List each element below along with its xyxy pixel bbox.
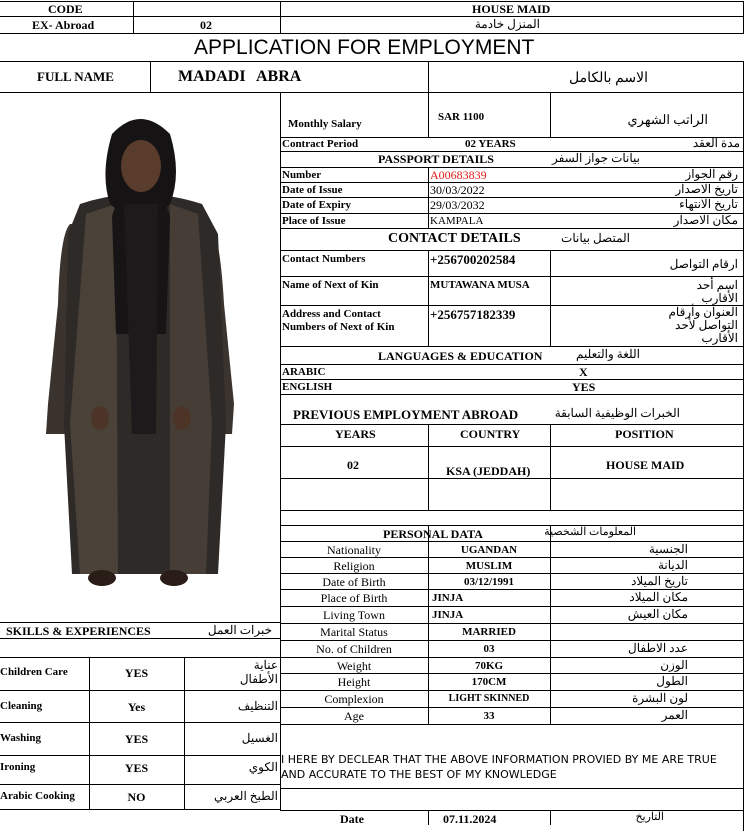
previous-employment-heading: PREVIOUS EMPLOYMENT ABROAD xyxy=(293,407,519,422)
rule xyxy=(280,346,744,347)
contact-numbers-label: Contact Numbers xyxy=(282,253,366,265)
personal-label: Date of Birth xyxy=(322,575,386,589)
personal-label: Height xyxy=(337,675,371,689)
skill-label: Arabic Cooking xyxy=(0,790,75,802)
contract-period-ar: مدة العقد xyxy=(692,136,740,150)
personal-value: 70KG xyxy=(474,660,504,672)
expiry-date-value: 29/03/2032 xyxy=(430,198,485,212)
rule xyxy=(0,755,280,756)
prev-country: KSA (JEDDAH) xyxy=(446,464,531,478)
personal-label: Marital Status xyxy=(320,625,388,639)
skill-value: YES xyxy=(124,666,149,680)
rule xyxy=(550,525,551,724)
rule xyxy=(280,510,744,511)
rule xyxy=(280,379,744,380)
skill-label-ar: عناية xyxy=(253,658,278,672)
prev-years: 02 xyxy=(347,458,359,472)
issue-date-ar: تاريخ الاصدار xyxy=(675,182,738,196)
rule xyxy=(280,623,744,624)
personal-value: LIGHT SKINNED xyxy=(448,693,530,704)
contact-numbers-value: +256700202584 xyxy=(430,252,516,267)
skill-label-ar: الغسيل xyxy=(241,731,278,745)
rule xyxy=(550,92,551,137)
rule xyxy=(280,788,744,789)
code-value: EX- Abroad xyxy=(32,18,95,32)
rule xyxy=(280,1,281,33)
rule xyxy=(280,364,744,365)
skill-label-ar: التنظيف xyxy=(237,699,278,713)
page-title: APPLICATION FOR EMPLOYMENT xyxy=(194,36,535,59)
rule xyxy=(280,810,744,811)
expiry-date-label: Date of Expiry xyxy=(282,199,352,211)
language-english-value: YES xyxy=(572,380,596,394)
rule xyxy=(0,809,280,810)
position-ar: المنزل خادمة xyxy=(474,17,540,31)
personal-label: No. of Children xyxy=(316,642,392,656)
skill-label: Washing xyxy=(0,732,41,744)
next-of-kin-value: MUTAWANA MUSA xyxy=(430,279,530,291)
personal-label-ar: لون البشرة xyxy=(632,691,688,705)
rule xyxy=(0,690,280,691)
rule xyxy=(0,638,280,639)
rule xyxy=(0,722,280,723)
skill-value: YES xyxy=(124,761,149,775)
kin-address-value: +256757182339 xyxy=(430,307,516,322)
code-number: 02 xyxy=(200,18,212,32)
position-en: HOUSE MAID xyxy=(472,2,551,16)
issue-date-value: 30/03/2022 xyxy=(430,183,485,197)
personal-label: Weight xyxy=(336,659,372,673)
contact-numbers-ar: ارقام التواصل xyxy=(669,257,738,271)
passport-number-label: Number xyxy=(282,169,322,181)
skill-label: Cleaning xyxy=(0,700,43,712)
rule xyxy=(280,151,744,152)
contact-heading: CONTACT DETAILS xyxy=(388,231,521,246)
rule xyxy=(184,657,185,809)
rule xyxy=(150,61,151,92)
rule xyxy=(280,228,744,229)
personal-value: UGANDAN xyxy=(460,544,518,556)
expiry-date-ar: تاريخ الانتهاء xyxy=(679,197,738,211)
language-arabic-value: X xyxy=(579,365,588,379)
issue-date-label: Date of Issue xyxy=(282,184,343,196)
contract-period-label: Contract Period xyxy=(282,138,359,150)
personal-value: JINJA xyxy=(432,609,464,621)
rule xyxy=(0,657,280,658)
personal-label: Living Town xyxy=(323,608,385,622)
applicant-photo xyxy=(20,104,262,590)
rule xyxy=(550,250,551,346)
languages-heading: LANGUAGES & EDUCATION xyxy=(378,349,543,363)
next-of-kin-ar-1: اسم أحد xyxy=(696,278,738,292)
personal-label-ar: العمر xyxy=(661,708,688,722)
col-years: YEARS xyxy=(335,427,376,441)
personal-label-ar: مكان العيش xyxy=(627,607,688,621)
personal-value: 03/12/1991 xyxy=(463,576,515,588)
personal-label-ar: الديانة xyxy=(657,558,688,572)
salary-label-ar: الراتب الشهري xyxy=(627,112,708,127)
rule xyxy=(280,478,744,479)
full-name-label-ar: الاسم بالكامل xyxy=(569,71,648,86)
code-label: CODE xyxy=(48,2,83,16)
rule xyxy=(280,424,744,425)
personal-label: Nationality xyxy=(327,543,381,557)
person-figure xyxy=(46,119,234,586)
date-label-ar: التاريخ xyxy=(635,811,664,823)
personal-heading: PERSONAL DATA xyxy=(383,527,483,541)
previous-employment-heading-ar: الخبرات الوظيفية السابقة xyxy=(554,406,680,420)
skills-heading-ar: خبرات العمل xyxy=(207,623,272,637)
personal-value: MARRIED xyxy=(462,626,516,638)
personal-label: Place of Birth xyxy=(320,591,388,605)
language-english-label: ENGLISH xyxy=(282,381,333,393)
personal-value: 03 xyxy=(483,643,495,655)
personal-value: 170CM xyxy=(471,676,507,688)
personal-label-ar: مكان الميلاد xyxy=(629,590,688,604)
kin-address-label-1: Address and Contact xyxy=(282,308,381,320)
personal-label-ar: تاريخ الميلاد xyxy=(631,574,688,588)
personal-label: Age xyxy=(344,709,364,723)
rule xyxy=(428,167,429,228)
passport-heading: PASSPORT DETAILS xyxy=(378,152,494,166)
last-name: ABRA xyxy=(256,68,302,85)
personal-heading-ar: المعلومات الشخصية xyxy=(544,526,636,538)
personal-value: JINJA xyxy=(432,592,464,604)
rule xyxy=(428,250,429,346)
rule xyxy=(0,61,744,62)
place-of-issue-value: KAMPALA xyxy=(430,215,484,227)
rule xyxy=(280,525,744,526)
rule xyxy=(280,724,744,725)
rule xyxy=(133,1,134,33)
salary-label: Monthly Salary xyxy=(288,118,362,130)
skill-label: Children Care xyxy=(0,666,68,678)
rule xyxy=(428,424,429,510)
next-of-kin-ar-2: الأقارب xyxy=(701,291,738,305)
rule xyxy=(0,1,744,2)
rule xyxy=(0,784,280,785)
declaration-text: I HERE BY DECLEAR THAT THE ABOVE INFORMATION PROVIED BY ME ARE TRUE AND ACCURATE TO THE BEST OF MY KNOWLEDGE xyxy=(281,753,717,781)
col-country: COUNTRY xyxy=(460,427,521,441)
next-of-kin-label: Name of Next of Kin xyxy=(282,279,379,291)
date-value: 07.11.2024 xyxy=(443,812,497,826)
rule xyxy=(0,16,744,17)
skill-value: Yes xyxy=(127,700,146,714)
personal-value: 33 xyxy=(483,710,495,722)
contact-heading-ar: المتصل بيانات xyxy=(561,231,630,245)
contract-period-value: 02 YEARS xyxy=(465,138,516,150)
rule xyxy=(428,61,429,137)
place-of-issue-ar: مكان الاصدار xyxy=(673,213,738,227)
languages-heading-ar: اللغة والتعليم xyxy=(576,347,640,361)
skill-label-ar: الطبخ العربي xyxy=(214,789,278,803)
date-label: Date xyxy=(340,812,364,826)
rule xyxy=(0,92,428,93)
rule xyxy=(550,810,551,825)
full-name-label: FULL NAME xyxy=(37,69,114,84)
rule xyxy=(0,33,744,34)
personal-label-ar: الوزن xyxy=(660,658,688,672)
language-arabic-label: ARABIC xyxy=(282,366,326,378)
personal-label-ar: الجنسية xyxy=(648,542,688,556)
passport-number-ar: رقم الجواز xyxy=(685,167,738,181)
kin-address-label-2: Numbers of Next of Kin xyxy=(282,321,395,333)
rule xyxy=(550,424,551,510)
col-position: POSITION xyxy=(615,427,674,441)
passport-heading-ar: بيانات جواز السفر xyxy=(551,151,640,165)
skill-label-ar: الكوي xyxy=(248,760,278,774)
personal-value: MUSLIM xyxy=(465,560,513,572)
kin-address-ar-2: التواصل لأحد xyxy=(675,318,738,332)
personal-label: Complexion xyxy=(324,692,384,706)
personal-label-ar: عدد الاطفال xyxy=(628,641,688,655)
skills-heading: SKILLS & EXPERIENCES xyxy=(6,624,151,638)
prev-position: HOUSE MAID xyxy=(606,458,685,472)
kin-address-ar-1: العنوان وأرقام xyxy=(668,305,738,319)
first-name: MADADI xyxy=(178,68,246,85)
personal-label-ar: الطول xyxy=(656,674,688,688)
rule xyxy=(428,92,744,93)
skill-label-ar-2: الأطفال xyxy=(239,672,278,686)
rule xyxy=(280,276,744,277)
skill-value: YES xyxy=(124,732,149,746)
salary-value: SAR 1100 xyxy=(438,111,485,123)
rule xyxy=(280,394,744,395)
rule xyxy=(280,250,744,251)
personal-label: Religion xyxy=(333,559,375,573)
rule xyxy=(280,446,744,447)
skill-label: Ironing xyxy=(0,761,36,773)
passport-number-value: A00683839 xyxy=(430,168,487,182)
rule xyxy=(428,810,429,825)
skill-value: NO xyxy=(127,790,146,804)
place-of-issue-label: Place of Issue xyxy=(282,215,346,227)
kin-address-ar-3: الأقارب xyxy=(701,331,738,345)
